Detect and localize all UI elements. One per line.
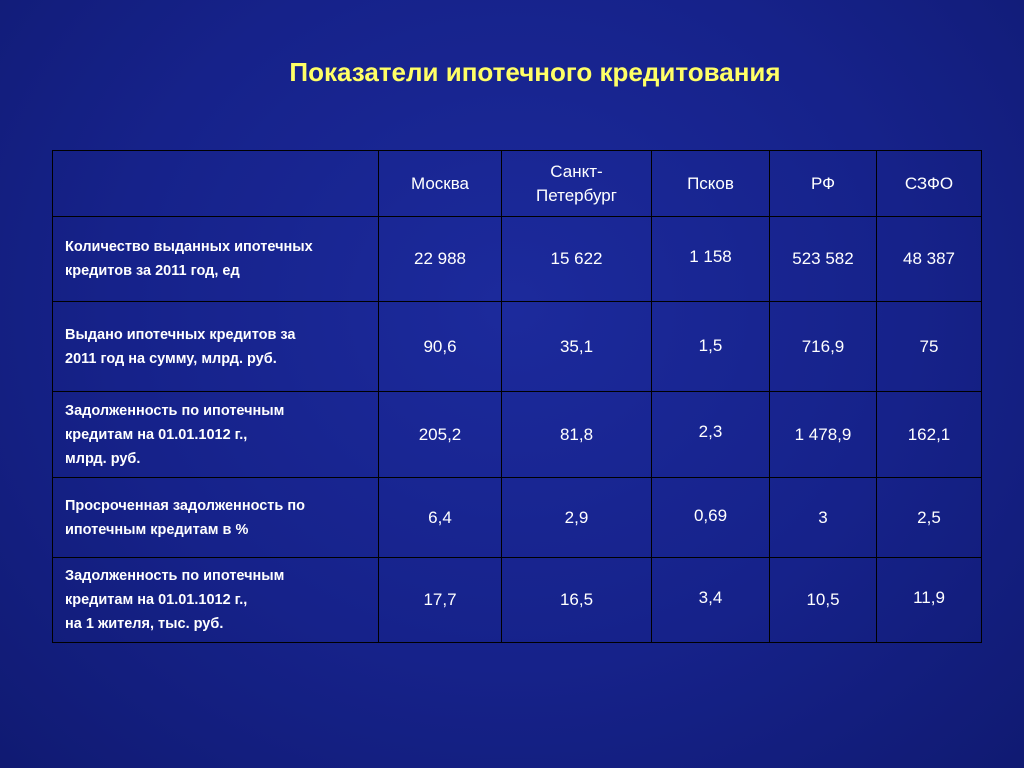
column-header-saint-petersburg: Санкт- Петербург <box>502 151 652 217</box>
table-cell <box>877 558 982 643</box>
row-label: Просроченная задолженность по ипотечным кредитам в % <box>53 478 379 558</box>
table-cell: 716,9 <box>770 302 877 392</box>
column-header-szfo: СЗФО <box>877 151 982 217</box>
table-cell <box>652 302 770 392</box>
table-cell: 81,8 <box>502 392 652 478</box>
row-label: Выдано ипотечных кредитов за 2011 год на сумму, млрд. руб. <box>53 302 379 392</box>
table-cell: 3 <box>770 478 877 558</box>
table-cell: 22 988 <box>379 217 502 302</box>
row-label: Количество выданных ипотечных кредитов за 2011 год, ед <box>53 217 379 302</box>
table-cell: 10,5 <box>770 558 877 643</box>
table-header-row <box>53 151 982 217</box>
table-cell <box>652 478 770 558</box>
cell-value: 1,5 <box>698 336 723 355</box>
cell-value: 3,4 <box>698 588 723 607</box>
table-cell: 17,7 <box>379 558 502 643</box>
table-cell: 16,5 <box>502 558 652 643</box>
column-header-moscow: Москва <box>379 151 502 217</box>
table-cell <box>652 217 770 302</box>
table-row <box>53 392 982 478</box>
table-cell: 6,4 <box>379 478 502 558</box>
table-cell: 523 582 <box>770 217 877 302</box>
table-cell: 2,9 <box>502 478 652 558</box>
table-cell: 1 478,9 <box>770 392 877 478</box>
table-row <box>53 558 982 643</box>
table-cell: 15 622 <box>502 217 652 302</box>
cell-value: 1 158 <box>689 247 732 266</box>
table-cell: 2,5 <box>877 478 982 558</box>
table-cell: 75 <box>877 302 982 392</box>
cell-value: 11,9 <box>913 588 945 607</box>
table-row <box>53 217 982 302</box>
cell-value: 0,69 <box>693 506 728 525</box>
cell-value: 2,3 <box>698 422 723 441</box>
column-header-pskov: Псков <box>652 151 770 217</box>
table-cell <box>652 392 770 478</box>
table-cell: 162,1 <box>877 392 982 478</box>
table-cell: 90,6 <box>379 302 502 392</box>
slide-title: Показатели ипотечного кредитования <box>289 57 781 87</box>
table-cell: 48 387 <box>877 217 982 302</box>
column-header-rf: РФ <box>770 151 877 217</box>
mortgage-indicators-table <box>52 150 982 643</box>
header-empty-cell <box>53 151 379 217</box>
table-row <box>53 478 982 558</box>
table-row <box>53 302 982 392</box>
row-label: Задолженность по ипотечным кредитам на 01.01.1012 г., на 1 жителя, тыс. руб. <box>53 558 379 643</box>
table-cell: 35,1 <box>502 302 652 392</box>
table-cell <box>652 558 770 643</box>
row-label: Задолженность по ипотечным кредитам на 01.01.1012 г., млрд. руб. <box>53 392 379 478</box>
table-cell: 205,2 <box>379 392 502 478</box>
